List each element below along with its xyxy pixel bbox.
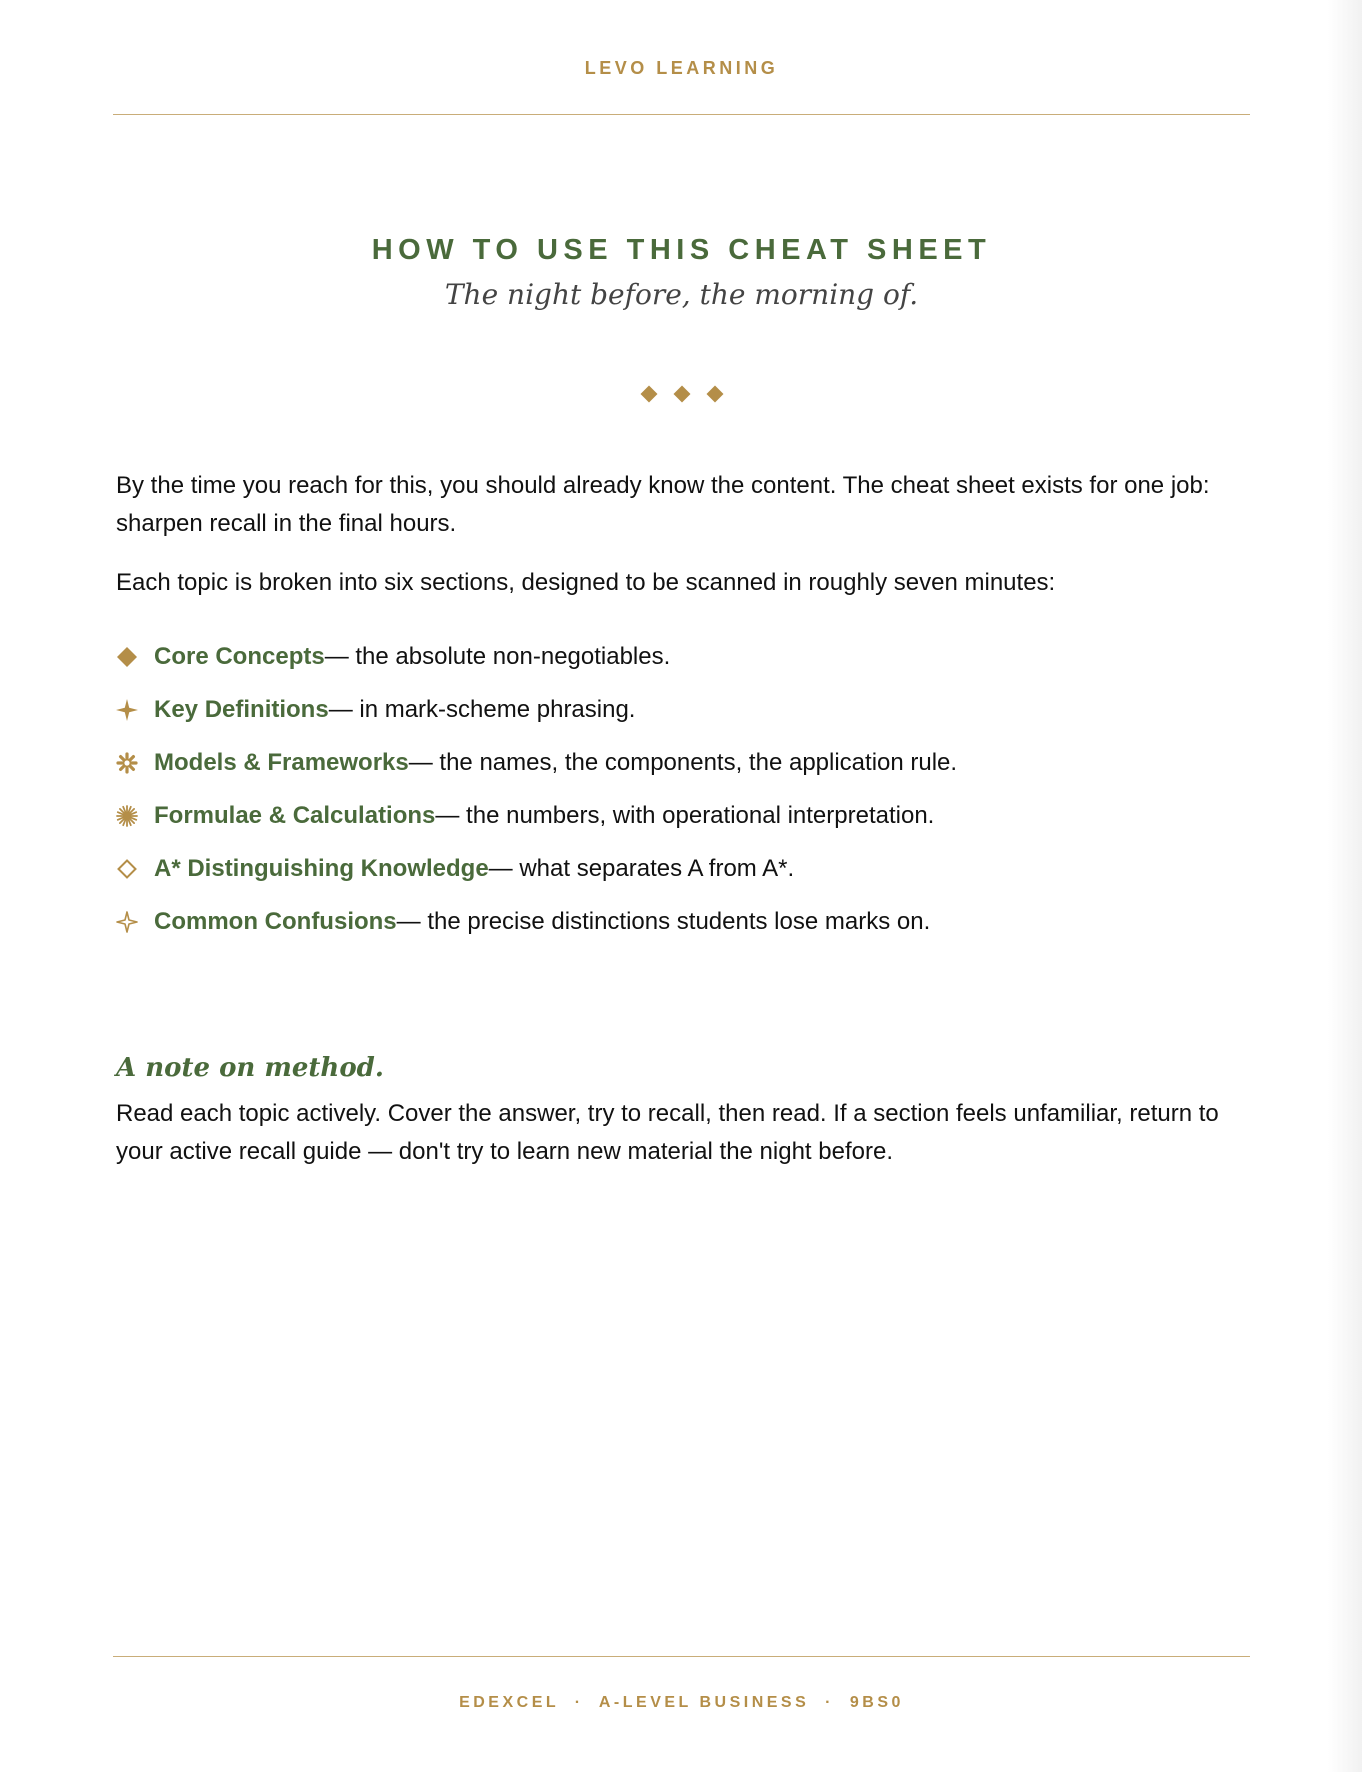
list-item (116, 895, 1250, 948)
diamond-icon (673, 386, 690, 403)
list-item (116, 842, 1250, 895)
document-page (113, 0, 1250, 1772)
footer-divider (113, 1656, 1250, 1657)
diamond-ornament (113, 388, 1250, 400)
section-desc: — the precise distinctions students lose marks on. (396, 907, 931, 935)
outline-star-icon (116, 907, 154, 937)
list-item (116, 789, 1250, 842)
section-term: Core Concepts (154, 642, 325, 670)
section-term: A* Distinguishing Knowledge (154, 854, 489, 882)
note-heading: A note on method. (116, 1053, 384, 1083)
sunburst-icon (116, 801, 154, 831)
section-term: Key Definitions (154, 695, 329, 723)
asterisk-flower-icon (116, 748, 154, 778)
diamond-icon (640, 386, 657, 403)
section-desc: — the names, the components, the application rule. (408, 748, 958, 776)
list-item (116, 683, 1250, 736)
list-item (116, 630, 1250, 683)
intro-paragraph-2: Each topic is broken into six sections, designed to be scanned in roughly seven minutes: (116, 569, 1056, 596)
note-paragraph: Read each topic actively. Cover the answer, try to recall, then read. If a section feels unfamiliar, return to your active recall guide — don't try to learn new material the night before. (116, 1100, 1219, 1165)
filled-diamond-icon (116, 642, 154, 672)
footer-text: EDEXCEL · A-LEVEL BUSINESS · 9BS0 (459, 1694, 904, 1711)
diamond-icon (706, 386, 723, 403)
list-item (116, 736, 1250, 789)
section-term: Models & Frameworks (154, 748, 409, 776)
header-divider (113, 114, 1250, 115)
section-term: Common Confusions (154, 907, 397, 935)
page-edge-shadow (1328, 0, 1362, 1772)
outline-diamond-icon (116, 854, 154, 884)
page-title: HOW TO USE THIS CHEAT SHEET (371, 234, 992, 266)
four-point-star-icon (116, 695, 154, 725)
intro-paragraph-1: By the time you reach for this, you should already know the content. The cheat sheet exists for one job: sharpen recall in the final hours. (116, 472, 1210, 537)
section-term: Formulae & Calculations (154, 801, 436, 829)
section-desc: — what separates A from A*. (488, 854, 795, 882)
section-list (116, 630, 1250, 948)
section-desc: — the absolute non-negotiables. (324, 642, 671, 670)
section-desc: — the numbers, with operational interpretation. (435, 801, 935, 829)
page-subtitle: The night before, the morning of. (444, 278, 919, 311)
brand-header: LEVO LEARNING (584, 58, 779, 78)
section-desc: — in mark-scheme phrasing. (328, 695, 636, 723)
